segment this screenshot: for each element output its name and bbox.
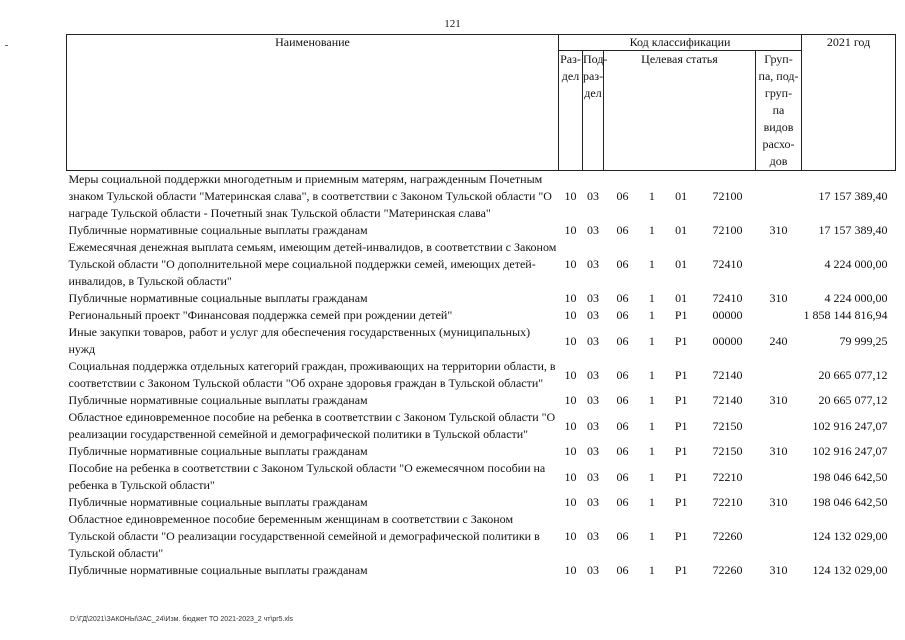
table-row	[67, 307, 896, 324]
table-row	[67, 443, 896, 460]
row-podrazdel: 03	[587, 291, 599, 305]
row-amount: 124 132 029,00	[812, 563, 888, 577]
table-row	[67, 358, 896, 392]
target-article-part: 00000	[712, 308, 743, 322]
row-razdel: 10	[564, 189, 577, 203]
row-razdel: 10	[564, 469, 577, 484]
file-path-footer: D:\ГД\2021\ЗАКОНЫ\ЗАС_24\Изм. бюджет ТО 2021-2023_2 чт\pr5.xls	[70, 616, 294, 623]
row-target-article	[604, 409, 756, 443]
row-razdel: 10	[564, 291, 577, 305]
table-row	[67, 171, 896, 223]
row-razdel: 10	[564, 495, 577, 509]
row-name: Социальная поддержка отдельных категорий граждан, проживающих на территории области, в соответствии с Законом Тульской области "Об охране здоровья граждан в Тульской области"	[68, 359, 556, 390]
row-expense-group: 310	[769, 563, 788, 577]
row-razdel: 10	[564, 529, 577, 543]
target-article-part: 01	[675, 291, 688, 305]
row-target-article	[604, 443, 756, 460]
row-amount: 4 224 000,00	[824, 257, 888, 271]
header-razdel-text: Раз- дел	[560, 52, 581, 83]
target-article-part: 72260	[712, 563, 743, 577]
target-article-part: 06	[616, 469, 629, 484]
row-target-article	[604, 222, 756, 239]
target-article-part: P1	[674, 563, 688, 577]
target-article-part: 1	[648, 189, 655, 203]
row-razdel: 10	[564, 223, 577, 237]
target-article-part: 01	[675, 223, 688, 237]
target-article-part: 1	[648, 529, 655, 543]
row-amount: 198 046 642,50	[812, 495, 888, 509]
target-article-part: 72410	[712, 257, 743, 271]
table-row	[67, 392, 896, 409]
margin-tick	[5, 45, 8, 46]
row-podrazdel: 03	[587, 393, 599, 407]
target-article-part: P1	[674, 308, 688, 322]
target-article-part: 06	[616, 418, 629, 433]
target-article-part: P1	[674, 529, 688, 543]
target-article-part: 72140	[712, 367, 743, 382]
target-article-part: P1	[674, 393, 688, 407]
row-podrazdel: 03	[587, 189, 599, 203]
header-target-article: Целевая статья	[604, 51, 756, 171]
row-razdel: 10	[564, 563, 577, 577]
header-code-group: Код классификации	[559, 35, 802, 51]
target-article-part: 1	[648, 563, 655, 577]
target-article-part: 72410	[712, 291, 743, 305]
header-podrazdel	[583, 51, 608, 171]
row-name: Ежемесячная денежная выплата семьям, имеющим детей-инвалидов, в соответствии с Законом Тульской области "О дополнительной мере социальной поддержки семей, имеющих детей-инвалидов, в Тульской области"	[68, 240, 557, 288]
row-amount: 4 224 000,00	[824, 291, 888, 305]
row-podrazdel: 03	[587, 495, 599, 509]
target-article-part: 00000	[712, 333, 743, 348]
target-article-part: P1	[674, 444, 688, 458]
target-article-part: 72210	[712, 495, 743, 509]
row-expense-group	[756, 511, 802, 562]
table-row	[67, 562, 896, 579]
row-razdel: 10	[564, 308, 577, 322]
row-expense-group: 240	[769, 333, 788, 348]
target-article-part: 1	[648, 418, 655, 433]
row-expense-group	[756, 409, 802, 443]
row-razdel: 10	[564, 367, 577, 382]
row-podrazdel: 03	[587, 333, 599, 348]
target-article-part: 06	[616, 333, 629, 348]
target-article-part: 06	[616, 223, 629, 237]
row-expense-group	[756, 307, 802, 324]
row-razdel: 10	[564, 444, 577, 458]
header-group-text: Груп- па, под- груп- па видов расхо- дов	[758, 52, 799, 168]
row-name: Региональный проект "Финансовая поддержка семей при рождении детей"	[68, 308, 453, 322]
row-name: Областное единовременное пособие беременным женщинам в соответствии с Законом Тульской области "О реализации государственной семейной и демографической политики в Тульской области"	[68, 512, 540, 560]
row-amount: 1 858 144 816,94	[803, 308, 888, 322]
header-name: Наименование	[67, 35, 559, 51]
row-amount: 20 665 077,12	[818, 367, 888, 382]
row-expense-group: 310	[769, 223, 788, 237]
target-article-part: 1	[648, 495, 655, 509]
row-expense-group: 310	[769, 444, 788, 458]
row-target-article	[604, 392, 756, 409]
row-target-article	[604, 494, 756, 511]
row-podrazdel: 03	[587, 223, 599, 237]
target-article-part: 06	[616, 367, 629, 382]
target-article-part: 06	[616, 308, 629, 322]
row-target-article	[604, 307, 756, 324]
target-article-part: 06	[616, 291, 629, 305]
row-expense-group	[756, 171, 802, 223]
table-body	[67, 171, 896, 580]
row-podrazdel: 03	[587, 367, 599, 382]
target-article-part: 06	[616, 257, 629, 271]
target-article-part: 06	[616, 393, 629, 407]
row-expense-group: 310	[769, 495, 788, 509]
row-expense-group	[756, 239, 802, 290]
row-name: Публичные нормативные социальные выплаты гражданам	[68, 495, 368, 509]
target-article-part: 1	[648, 469, 655, 484]
target-article-part: 06	[616, 444, 629, 458]
row-podrazdel: 03	[587, 529, 599, 543]
target-article-part: 1	[648, 393, 655, 407]
target-article-part: 1	[648, 257, 655, 271]
target-article-part: 72140	[712, 393, 743, 407]
row-razdel: 10	[564, 418, 577, 433]
row-amount: 198 046 642,50	[812, 469, 888, 484]
target-article-part: 06	[616, 495, 629, 509]
target-article-part: 72150	[712, 444, 743, 458]
target-article-part: 06	[616, 529, 629, 543]
target-article-part: 01	[675, 189, 688, 203]
header-group	[756, 51, 802, 171]
target-article-part: 1	[648, 308, 655, 322]
row-podrazdel: 03	[587, 257, 599, 271]
table-row	[67, 494, 896, 511]
row-amount: 79 999,25	[839, 333, 888, 348]
row-razdel: 10	[564, 393, 577, 407]
target-article-part: P1	[674, 495, 688, 509]
row-amount: 20 665 077,12	[818, 393, 888, 407]
target-article-part: 1	[648, 223, 655, 237]
target-article-part: P1	[674, 469, 688, 484]
row-name: Публичные нормативные социальные выплаты гражданам	[68, 291, 368, 305]
row-name: Областное единовременное пособие на ребенка в соответствии с Законом Тульской области "О реализации государственной семейной и демографической политики в Тульской области"	[68, 410, 556, 441]
row-expense-group	[756, 358, 802, 392]
row-name: Публичные нормативные социальные выплаты гражданам	[68, 393, 368, 407]
row-podrazdel: 03	[587, 444, 599, 458]
target-article-part: 72100	[712, 223, 743, 237]
target-article-part: P1	[674, 333, 688, 348]
budget-table	[66, 34, 896, 579]
target-article-part: P1	[674, 418, 688, 433]
row-target-article	[604, 511, 756, 562]
header-podrazdel-text: Под- раз- дел	[583, 52, 608, 100]
table-row	[67, 324, 896, 358]
row-expense-group	[756, 460, 802, 494]
header-year: 2021 год	[802, 35, 896, 51]
table-row	[67, 290, 896, 307]
row-razdel: 10	[564, 257, 577, 271]
target-article-part: P1	[674, 367, 688, 382]
row-target-article	[604, 460, 756, 494]
row-name: Пособие на ребенка в соответствии с Законом Тульской области "О ежемесячном пособии на ребенка в Тульской области"	[68, 461, 546, 492]
header-razdel	[559, 51, 583, 171]
row-podrazdel: 03	[587, 418, 599, 433]
row-amount: 17 157 389,40	[818, 223, 888, 237]
row-name: Меры социальной поддержки многодетным и приемным матерям, награжденным Почетным знаком Тульской области "Материнская слава", в соответствии с Законом Тульской области "О награде Тульской области - Почетный знак Тульской области "Материнская слава"	[68, 172, 552, 220]
target-article-part: 72260	[712, 529, 743, 543]
row-podrazdel: 03	[587, 563, 599, 577]
row-podrazdel: 03	[587, 308, 599, 322]
row-razdel: 10	[564, 333, 577, 348]
row-target-article	[604, 239, 756, 290]
row-expense-group: 310	[769, 393, 788, 407]
target-article-part: 01	[675, 257, 688, 271]
table-row	[67, 511, 896, 562]
row-amount: 124 132 029,00	[812, 529, 888, 543]
page-number: 121	[444, 18, 461, 30]
row-target-article	[604, 171, 756, 223]
row-name: Публичные нормативные социальные выплаты гражданам	[68, 563, 368, 577]
target-article-part: 06	[616, 189, 629, 203]
table-row	[67, 222, 896, 239]
row-amount: 102 916 247,07	[812, 444, 888, 458]
row-target-article	[604, 358, 756, 392]
table-row	[67, 460, 896, 494]
target-article-part: 1	[648, 333, 655, 348]
target-article-part: 72100	[712, 189, 743, 203]
target-article-part: 1	[648, 367, 655, 382]
row-target-article	[604, 324, 756, 358]
table-row	[67, 409, 896, 443]
target-article-part: 72210	[712, 469, 743, 484]
row-podrazdel: 03	[587, 469, 599, 484]
row-target-article	[604, 562, 756, 579]
row-name: Публичные нормативные социальные выплаты гражданам	[68, 444, 368, 458]
row-amount: 102 916 247,07	[812, 418, 888, 433]
target-article-part: 1	[648, 291, 655, 305]
row-name: Публичные нормативные социальные выплаты гражданам	[68, 223, 368, 237]
target-article-part: 1	[648, 444, 655, 458]
row-name: Иные закупки товаров, работ и услуг для обеспечения государственных (муниципальных) нужд	[68, 325, 531, 356]
row-target-article	[604, 290, 756, 307]
row-amount: 17 157 389,40	[818, 189, 888, 203]
target-article-part: 06	[616, 563, 629, 577]
table-row	[67, 239, 896, 290]
target-article-part: 72150	[712, 418, 743, 433]
row-expense-group: 310	[769, 291, 788, 305]
